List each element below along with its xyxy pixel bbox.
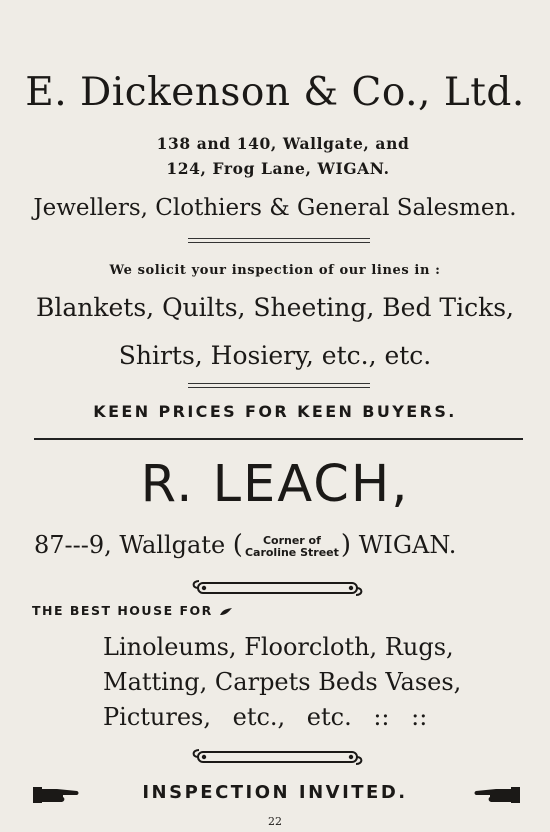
dickenson-address-line1: 138 and 140, Wallgate, and	[156, 134, 410, 153]
dickenson-title: E. Dickenson & Co., Ltd.	[25, 70, 525, 115]
leach-address-end: WIGAN.	[358, 531, 457, 559]
leach-address	[34, 530, 456, 560]
corner-line2: Caroline Street	[244, 545, 339, 559]
keen-prices-tagline: KEEN PRICES FOR KEEN BUYERS.	[93, 402, 457, 421]
corner-note	[245, 535, 339, 559]
lines-line1: Blankets, Quilts, Sheeting, Bed Ticks,	[35, 293, 514, 322]
scroll-ornament-icon	[190, 746, 365, 768]
pointing-hand-left-icon	[474, 784, 520, 806]
open-paren: (	[232, 530, 243, 560]
close-paren: )	[340, 530, 352, 560]
goods-line1: Linoleums, Floorcloth, Rugs,	[103, 633, 454, 661]
dickenson-trade: Jewellers, Clothiers & General Salesmen.	[33, 195, 517, 221]
best-house-label	[32, 603, 233, 618]
leach-title: R. LEACH,	[140, 455, 410, 514]
page-number: 22	[268, 815, 282, 828]
dickenson-address-line2: 124, Frog Lane, WIGAN.	[166, 159, 390, 178]
goods-line3: Pictures, etc., etc. :: ::	[103, 703, 428, 731]
solicit-text: We solicit your inspection of our lines in :	[109, 263, 441, 278]
inspection-invited: INSPECTION INVITED.	[142, 782, 408, 803]
lines-line2: Shirts, Hosiery, etc., etc.	[118, 341, 432, 370]
double-rule-divider	[188, 383, 370, 388]
best-house-text: THE BEST HOUSE FOR	[32, 603, 213, 618]
scroll-ornament-icon	[190, 577, 365, 599]
section-rule	[34, 438, 523, 440]
double-rule-divider	[188, 238, 370, 243]
leach-address-start: 87---9, Wallgate	[34, 531, 226, 559]
goods-line2: Matting, Carpets Beds Vases,	[103, 668, 462, 696]
corner-line1: Corner of	[262, 533, 321, 547]
fleuron-icon	[219, 607, 233, 617]
